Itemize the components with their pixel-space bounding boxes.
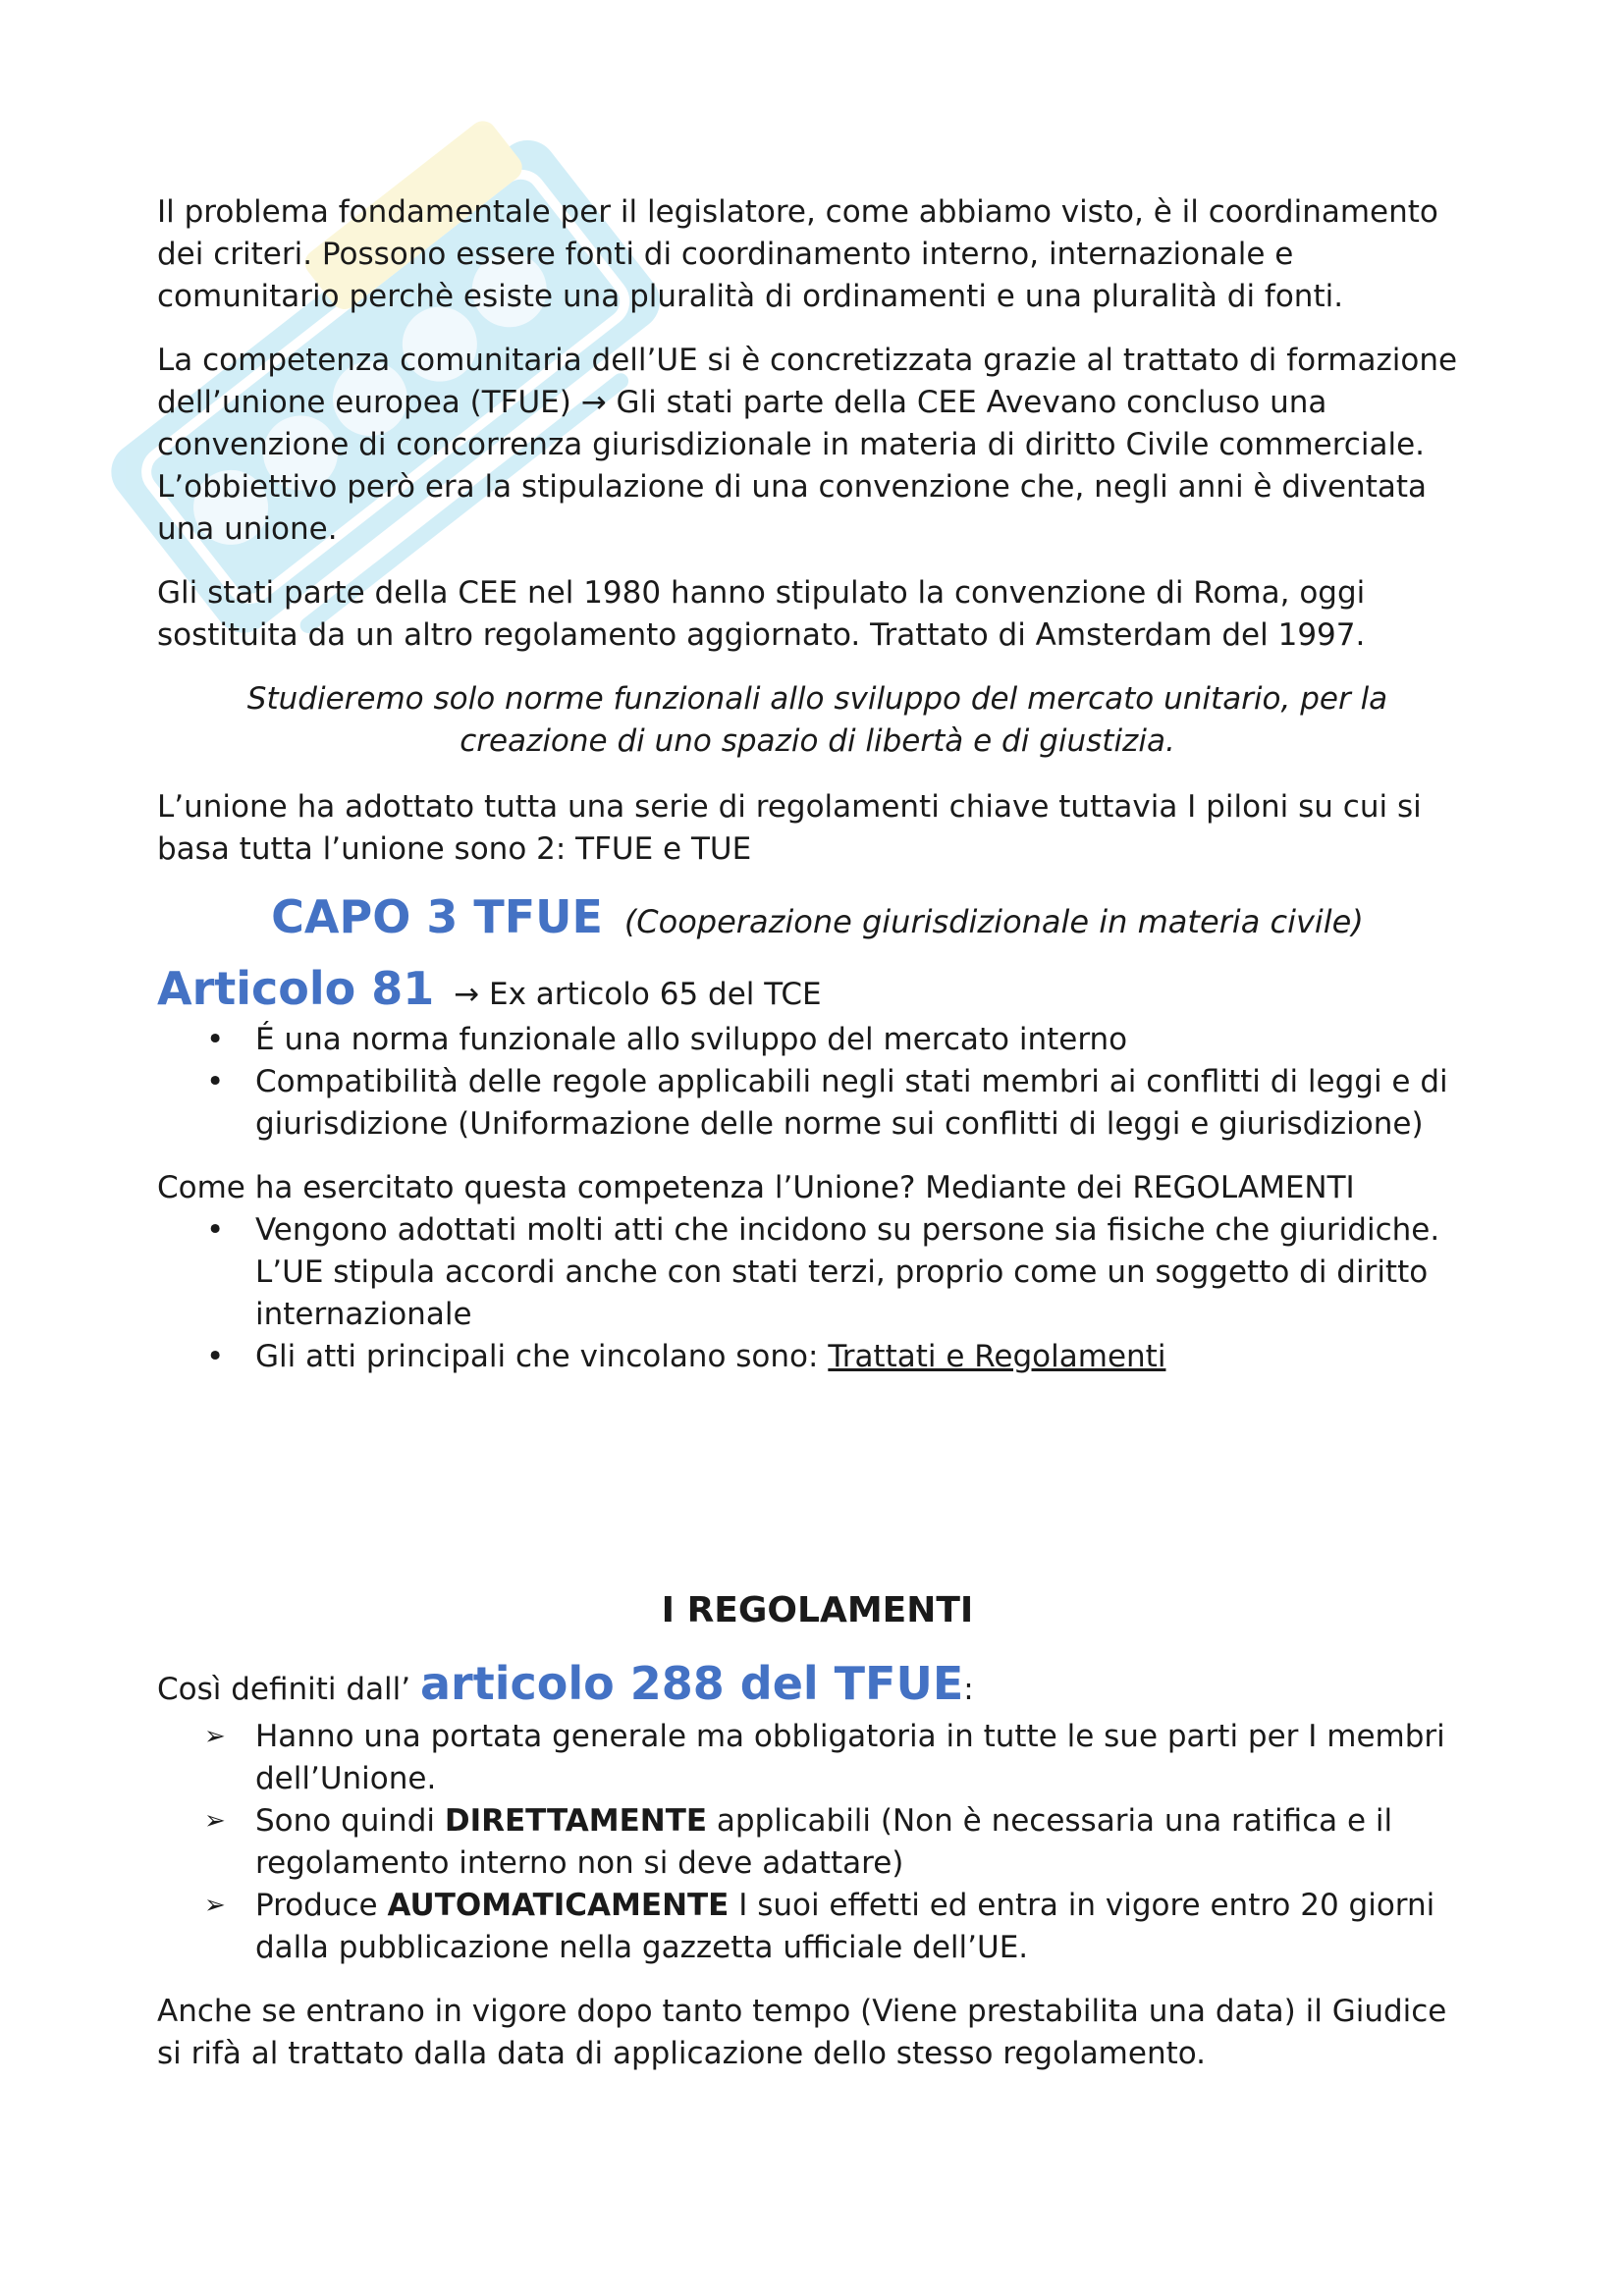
paragraph-norme-funzionali: Studieremo solo norme funzionali allo sviluppo del mercato unitario, per la creazione di uno spazio di libertà e di giustizia.	[246, 681, 1388, 759]
list-item: • Compatibilità delle regole applicabili negli stati membri ai conflitti di leggi e di giurisdizione (Uniformazione delle norme sui conflitti di leggi e giurisdizione)	[157, 1061, 1478, 1146]
automaticamente-bold: AUTOMATICAMENTE	[387, 1888, 730, 1923]
list-item: • Vengono adottati molti atti che incidono su persone sia fisiche che giuridiche. L’UE stipula accordi anche con stati terzi, proprio come un soggetto di diritto internazionale	[157, 1209, 1478, 1336]
capo-subtitle: (Cooperazione giurisdizionale in materia civile)	[623, 903, 1364, 940]
articolo-288-title: articolo 288 del TFUE	[420, 1657, 964, 1710]
paragraph-coordinamento: Il problema fondamentale per il legislatore, come abbiamo visto, è il coordinamento dei criteri. Possono essere fonti di coordinamento interno, internazionale e comunitario perchè esiste una pluralità di ordinamenti e una pluralità di fonti.	[157, 194, 1438, 314]
articolo-81-note: → Ex articolo 65 del TCE	[454, 977, 822, 1012]
regolamenti-list	[157, 1716, 1478, 1969]
item-text: Produce	[255, 1888, 388, 1923]
paragraph-entrata-vigore: Anche se entrano in vigore dopo tanto tempo (Viene prestabilita una data) il Giudice si rifà al trattato dalla data di applicazione dello stesso regolamento.	[157, 1994, 1447, 2071]
list-item: ➢ Hanno una portata generale ma obbligatoria in tutte le sue parti per I membri dell’Unione.	[157, 1716, 1478, 1800]
paragraph-convenzione-roma: Gli stati parte della CEE nel 1980 hanno stipulato la convenzione di Roma, oggi sostituita da un altro regolamento aggiornato. Trattato di Amsterdam del 1997.	[157, 575, 1366, 653]
articolo-81-title: Articolo 81	[157, 962, 435, 1015]
regolamenti-intro	[157, 1659, 1478, 1714]
regolamenti-heading: I REGOLAMENTI	[661, 1590, 974, 1630]
trattati-regolamenti-underlined: Trattati e Regolamenti	[828, 1339, 1166, 1374]
item-text: I suoi effetti ed entra in vigore entro 20 giorni dalla pubblicazione nella gazzetta ufficiale dell’UE.	[255, 1888, 1435, 1965]
list-item	[157, 1885, 1478, 1969]
list-item: • É una norma funzionale allo sviluppo del mercato interno	[157, 1019, 1478, 1061]
intro-suffix: :	[963, 1672, 974, 1707]
paragraph-competenza-question: Come ha esercitato questa competenza l’Unione? Mediante dei REGOLAMENTI	[157, 1170, 1355, 1205]
paragraph-competenza-comunitaria: La competenza comunitaria dell’UE si è concretizzata grazie al trattato di formazione dell’unione europea (TFUE) → Gli stati parte della CEE Avevano concluso una convenzione di concorrenza giurisdizionale in materia di diritto Civile commerciale. L’obbiettivo però era la stipulazione di una convenzione che, negli anni è diventata una unione.	[157, 343, 1458, 547]
direttamente-bold: DIRETTAMENTE	[444, 1803, 708, 1839]
list-item	[157, 1800, 1478, 1885]
articolo-81-bullets	[157, 1019, 1478, 1146]
competenza-bullets	[157, 1209, 1478, 1378]
capo-title: CAPO 3 TFUE	[271, 890, 603, 943]
bullet-text: Gli atti principali che vincolano sono:	[255, 1339, 829, 1374]
intro-prefix: Così definiti dall’	[157, 1672, 420, 1707]
item-text: applicabili (Non è necessaria una ratifica e il regolamento interno non si deve adattare)	[255, 1803, 1393, 1881]
document-body	[157, 191, 1478, 2097]
paragraph-piloni-unione: L’unione ha adottato tutta una serie di regolamenti chiave tuttavia I piloni su cui si basa tutta l’unione sono 2: TFUE e TUE	[157, 789, 1422, 867]
capo-heading	[157, 890, 1478, 944]
articolo-81-heading	[157, 964, 1478, 1019]
list-item	[157, 1336, 1478, 1378]
item-text: Sono quindi	[255, 1803, 445, 1839]
